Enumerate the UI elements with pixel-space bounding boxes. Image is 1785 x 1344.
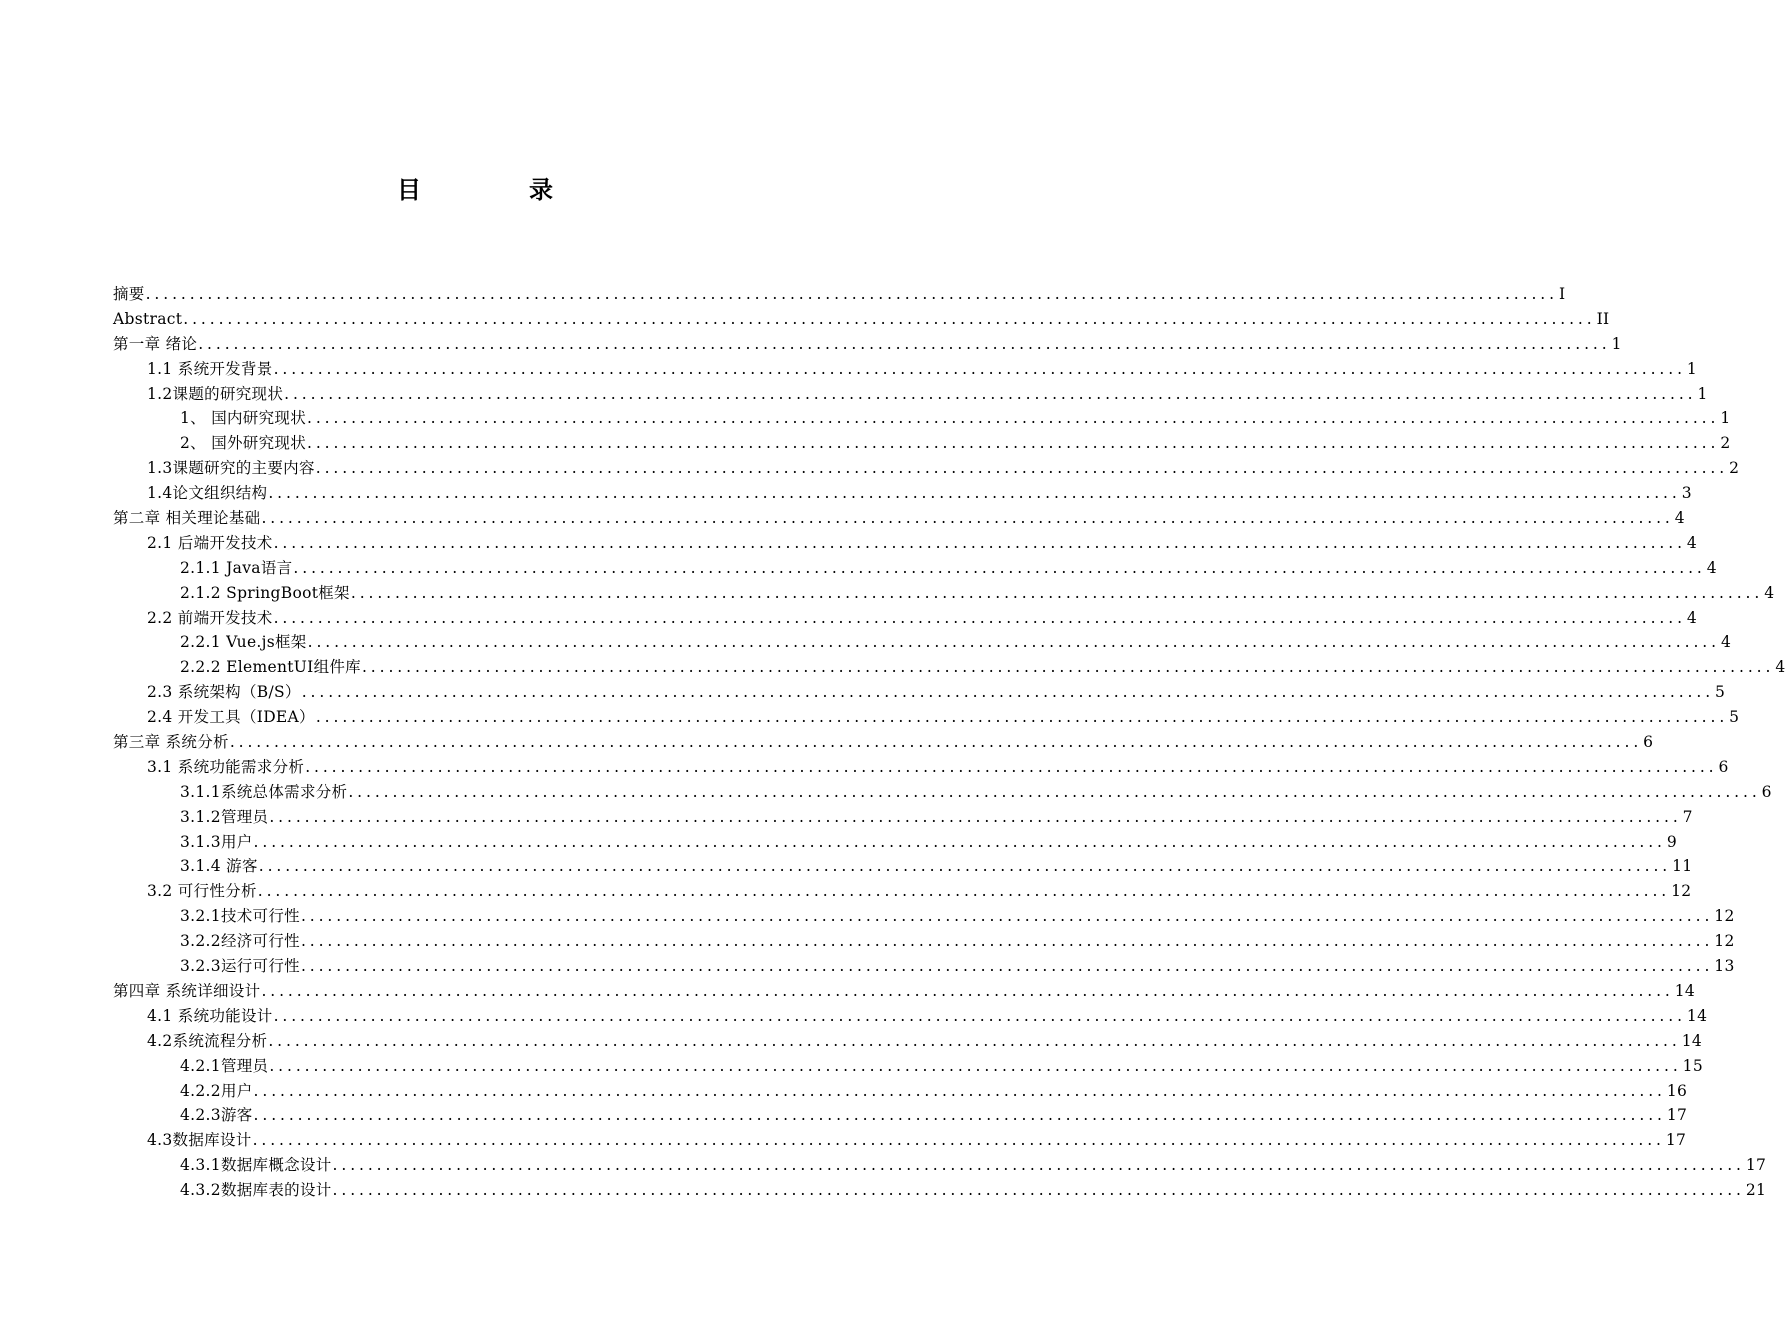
toc-entry-page-number: 12	[1714, 907, 1735, 926]
toc-entry[interactable]	[113, 606, 1698, 631]
toc-entry[interactable]	[113, 506, 1685, 531]
toc-entry-page-number: 12	[1714, 932, 1735, 951]
toc-entry-title: Abstract	[113, 309, 183, 328]
toc-entry[interactable]	[113, 1178, 1767, 1203]
dot-leader: ................................................................................................................................................................	[269, 807, 1682, 826]
toc-entry-page-number: 4	[1706, 558, 1717, 577]
toc-entry-title: 3.1.2管理员	[180, 807, 269, 826]
toc-title: 目 录	[397, 176, 595, 204]
toc-entry-title: 3.2.2经济可行性	[180, 932, 300, 951]
dot-leader: ................................................................................................................................................................	[332, 1181, 1745, 1200]
toc-entry[interactable]	[113, 929, 1735, 954]
dot-leader: ................................................................................................................................................................	[307, 409, 1720, 428]
toc-entry-title: 第三章 系统分析	[113, 733, 229, 752]
dot-leader: ................................................................................................................................................................	[361, 658, 1775, 677]
dot-leader: ................................................................................................................................................................	[273, 359, 1686, 378]
dot-leader: ................................................................................................................................................................	[273, 533, 1686, 552]
toc-entry-page-number: 4	[1674, 509, 1685, 528]
toc-entry-title: 4.3数据库设计	[147, 1131, 252, 1150]
toc-entry[interactable]	[113, 1128, 1687, 1153]
toc-entry[interactable]	[113, 904, 1735, 929]
toc-entry-title: 4.2.1管理员	[180, 1056, 269, 1075]
dot-leader: ................................................................................................................................................................	[261, 981, 1674, 1000]
toc-entry-page-number: 4	[1686, 533, 1698, 552]
toc-entry-page-number: 21	[1745, 1181, 1767, 1200]
dot-leader: ................................................................................................................................................................	[257, 882, 1671, 901]
toc-entry[interactable]	[113, 780, 1772, 805]
toc-entry-title: 2.2.1 Vue.js框架	[180, 633, 307, 652]
table-of-contents	[113, 282, 1785, 1203]
dot-leader: ................................................................................................................................................................	[348, 782, 1761, 801]
toc-entry-page-number: 14	[1686, 1006, 1708, 1025]
toc-entry-title: 2.1 后端开发技术	[147, 533, 273, 552]
toc-entry[interactable]	[113, 879, 1692, 904]
dot-leader: ................................................................................................................................................................	[307, 633, 1720, 652]
toc-entry-title: 2.1.2 SpringBoot框架	[180, 583, 350, 602]
toc-entry-title: 4.2.2用户	[180, 1081, 253, 1100]
toc-entry[interactable]	[113, 705, 1740, 730]
toc-entry-page-number: 4	[1720, 633, 1732, 652]
dot-leader: ................................................................................................................................................................	[315, 459, 1729, 478]
toc-entry-title: 第一章 绪论	[113, 334, 198, 353]
toc-entry-title: 2.4 开发工具（IDEA）	[147, 708, 315, 727]
toc-entry-page-number: 12	[1671, 882, 1692, 901]
toc-entry-title: 2.3 系统架构（B/S）	[147, 683, 301, 702]
toc-entry-title: 1.4论文组织结构	[147, 484, 268, 503]
dot-leader: ................................................................................................................................................................	[261, 509, 1674, 528]
dot-leader: ................................................................................................................................................................	[269, 1056, 1682, 1075]
toc-entry-page-number: 7	[1682, 807, 1693, 826]
dot-leader: ................................................................................................................................................................	[229, 733, 1643, 752]
toc-entry-page-number: 1	[1697, 384, 1708, 403]
toc-entry-title: 2.1.1 Java语言	[180, 558, 293, 577]
dot-leader: ................................................................................................................................................................	[307, 434, 1720, 453]
toc-entry-page-number: 5	[1729, 708, 1740, 727]
toc-entry-page-number: 4	[1764, 583, 1775, 602]
toc-entry-title: 3.1.3用户	[180, 832, 253, 851]
dot-leader: ................................................................................................................................................................	[300, 932, 1714, 951]
dot-leader: ................................................................................................................................................................	[293, 558, 1706, 577]
toc-entry-title: 4.2系统流程分析	[147, 1031, 268, 1050]
toc-entry-title: 3.1.1系统总体需求分析	[180, 782, 348, 801]
toc-entry-page-number: 4	[1686, 608, 1698, 627]
toc-entry[interactable]	[113, 805, 1693, 830]
toc-entry-page-number: 15	[1682, 1056, 1703, 1075]
toc-entry[interactable]	[113, 332, 1622, 357]
toc-entry-page-number: 1	[1686, 359, 1698, 378]
toc-entry-page-number: 2	[1729, 459, 1740, 478]
toc-entry[interactable]	[113, 1054, 1703, 1079]
toc-entry-page-number: 6	[1643, 733, 1654, 752]
dot-leader: ................................................................................................................................................................	[198, 334, 1611, 353]
toc-entry-page-number: 9	[1666, 832, 1678, 851]
toc-entry[interactable]	[113, 1029, 1703, 1054]
toc-entry[interactable]	[113, 655, 1785, 680]
toc-entry[interactable]	[113, 1153, 1767, 1178]
toc-entry-title: 4.3.1数据库概念设计	[180, 1156, 332, 1175]
dot-leader: ................................................................................................................................................................	[145, 285, 1558, 303]
toc-entry[interactable]	[113, 979, 1696, 1004]
toc-entry-page-number: 17	[1665, 1131, 1687, 1150]
toc-entry[interactable]	[113, 307, 1610, 332]
toc-entry-page-number: 1	[1611, 334, 1622, 353]
dot-leader: ................................................................................................................................................................	[300, 957, 1714, 976]
toc-entry[interactable]	[113, 954, 1735, 979]
toc-entry[interactable]	[113, 680, 1726, 705]
dot-leader: ................................................................................................................................................................	[301, 683, 1715, 702]
toc-entry[interactable]	[113, 431, 1731, 456]
dot-leader: ................................................................................................................................................................	[315, 708, 1729, 727]
toc-entry-title: 3.1.4 游客	[180, 857, 258, 876]
toc-entry-title: 摘要	[113, 285, 145, 303]
toc-entry-title: 3.2.3运行可行性	[180, 957, 300, 976]
dot-leader: ................................................................................................................................................................	[273, 1006, 1686, 1025]
toc-entry-title: 1.2课题的研究现状	[147, 384, 284, 403]
dot-leader: ................................................................................................................................................................	[252, 1131, 1665, 1150]
toc-entry-title: 4.2.3游客	[180, 1106, 253, 1125]
toc-entry-title: 3.2.1技术可行性	[180, 907, 300, 926]
dot-leader: ................................................................................................................................................................	[332, 1156, 1745, 1175]
toc-entry-title: 第二章 相关理论基础	[113, 509, 261, 528]
toc-entry-page-number: 5	[1715, 683, 1726, 702]
dot-leader: ................................................................................................................................................................	[253, 832, 1666, 851]
toc-entry-title: 3.2 可行性分析	[147, 882, 257, 901]
toc-entry-page-number: 17	[1745, 1156, 1767, 1175]
dot-leader: ................................................................................................................................................................	[273, 608, 1686, 627]
toc-entry[interactable]	[113, 531, 1698, 556]
toc-entry-page-number: 2	[1720, 434, 1731, 453]
toc-entry[interactable]	[113, 730, 1654, 755]
toc-entry-page-number: II	[1596, 309, 1610, 328]
toc-entry-page-number: 3	[1681, 484, 1692, 503]
dot-leader: ................................................................................................................................................................	[350, 583, 1764, 602]
toc-entry-page-number: 13	[1714, 957, 1735, 976]
dot-leader: ................................................................................................................................................................	[284, 384, 1697, 403]
toc-entry-title: 3.1 系统功能需求分析	[147, 757, 305, 776]
dot-leader: ................................................................................................................................................................	[268, 484, 1681, 503]
toc-entry[interactable]	[113, 755, 1729, 780]
toc-entry-page-number: 17	[1666, 1106, 1688, 1125]
dot-leader: ................................................................................................................................................................	[183, 309, 1596, 328]
toc-entry-page-number: 1	[1720, 409, 1731, 428]
dot-leader: ................................................................................................................................................................	[258, 857, 1672, 876]
toc-entry[interactable]	[113, 382, 1708, 407]
toc-entry[interactable]	[113, 481, 1692, 506]
toc-entry[interactable]	[113, 1079, 1688, 1104]
toc-entry[interactable]	[113, 581, 1775, 606]
dot-leader: ................................................................................................................................................................	[253, 1081, 1666, 1100]
toc-entry[interactable]	[113, 556, 1717, 581]
toc-entry-title: 4.1 系统功能设计	[147, 1006, 273, 1025]
toc-entry-title: 1.3课题研究的主要内容	[147, 459, 315, 478]
toc-entry-title: 1、 国内研究现状	[180, 409, 306, 428]
dot-leader: ................................................................................................................................................................	[268, 1031, 1681, 1050]
toc-entry[interactable]	[113, 406, 1731, 431]
toc-entry[interactable]	[113, 1103, 1688, 1128]
toc-entry-title: 2、 国外研究现状	[180, 434, 306, 453]
dot-leader: ................................................................................................................................................................	[300, 907, 1714, 926]
toc-entry[interactable]	[113, 282, 1566, 307]
toc-entry-page-number: I	[1558, 285, 1566, 303]
toc-entry-title: 2.2 前端开发技术	[147, 608, 273, 627]
dot-leader: ................................................................................................................................................................	[253, 1106, 1666, 1125]
toc-entry[interactable]	[113, 830, 1678, 855]
toc-entry-page-number: 14	[1681, 1031, 1703, 1050]
toc-entry-title: 4.3.2数据库表的设计	[180, 1181, 332, 1200]
toc-entry[interactable]	[113, 1004, 1708, 1029]
toc-entry[interactable]	[113, 456, 1740, 481]
toc-entry-page-number: 4	[1775, 658, 1785, 677]
toc-entry[interactable]	[113, 357, 1698, 382]
toc-entry[interactable]	[113, 630, 1732, 655]
toc-entry-page-number: 11	[1672, 857, 1693, 876]
toc-entry-page-number: 16	[1666, 1081, 1688, 1100]
dot-leader: ................................................................................................................................................................	[305, 757, 1718, 776]
toc-entry-page-number: 6	[1718, 757, 1729, 776]
toc-entry-title: 第四章 系统详细设计	[113, 981, 261, 1000]
toc-entry-title: 2.2.2 ElementUI组件库	[180, 658, 361, 677]
toc-entry-page-number: 6	[1761, 782, 1772, 801]
toc-entry-page-number: 14	[1674, 981, 1696, 1000]
toc-entry-title: 1.1 系统开发背景	[147, 359, 273, 378]
toc-entry[interactable]	[113, 854, 1693, 879]
